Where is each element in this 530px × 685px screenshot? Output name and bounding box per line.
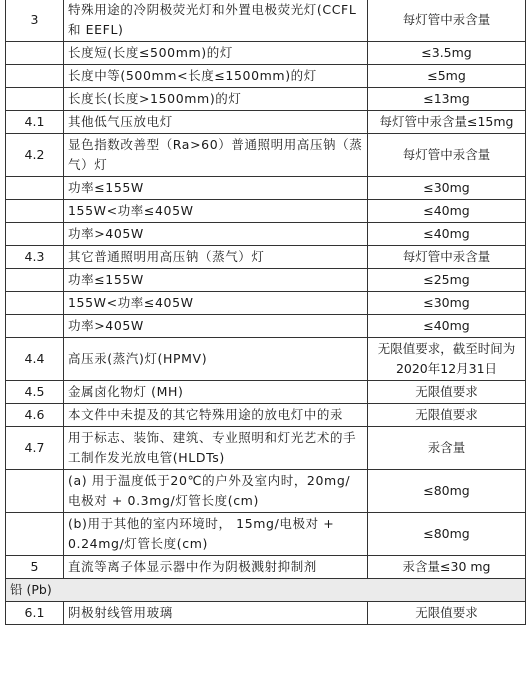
row-limit: 无限值要求 — [368, 602, 526, 625]
row-description: 本文件中未提及的其它特殊用途的放电灯中的汞 — [64, 404, 368, 427]
row-limit: ≤13mg — [368, 88, 526, 111]
table-row — [6, 65, 526, 88]
row-limit: ≤40mg — [368, 315, 526, 338]
row-number: 4.2 — [6, 134, 64, 177]
section-header-lead — [6, 579, 526, 602]
row-description: 其他低气压放电灯 — [64, 111, 368, 134]
row-description: 显色指数改善型（Ra>60）普通照明用高压钠（蒸气）灯 — [64, 134, 368, 177]
row-limit: ≤80mg — [368, 513, 526, 556]
row-number: 6.1 — [6, 602, 64, 625]
table-row — [6, 556, 526, 579]
row-description: 功率≤155W — [64, 177, 368, 200]
row-limit: 每灯管中汞含量 — [368, 0, 526, 42]
table-row — [6, 223, 526, 246]
row-number — [6, 200, 64, 223]
row-description: 长度长(长度>1500mm)的灯 — [64, 88, 368, 111]
row-number — [6, 292, 64, 315]
row-limit: 每灯管中汞含量 — [368, 134, 526, 177]
table-row — [6, 315, 526, 338]
row-description: 155W<功率≤405W — [64, 200, 368, 223]
table-row — [6, 177, 526, 200]
row-number — [6, 269, 64, 292]
row-description: 金属卤化物灯 (MH) — [64, 381, 368, 404]
row-number: 4.6 — [6, 404, 64, 427]
table-row — [6, 513, 526, 556]
row-limit: 无限值要求，截至时间为2020年12月31日 — [368, 338, 526, 381]
row-description: 功率>405W — [64, 315, 368, 338]
row-description: 长度短(长度≤500mm)的灯 — [64, 42, 368, 65]
row-limit: 每灯管中汞含量 — [368, 246, 526, 269]
row-number — [6, 315, 64, 338]
row-description: 功率>405W — [64, 223, 368, 246]
row-limit: 汞含量 — [368, 427, 526, 470]
table-row — [6, 470, 526, 513]
row-description: (a) 用于温度低于20℃的户外及室内时，20mg/电极对 + 0.3mg/灯管长度(cm) — [64, 470, 368, 513]
table-row — [6, 42, 526, 65]
exemption-table — [5, 0, 526, 625]
row-limit: ≤40mg — [368, 223, 526, 246]
table-row — [6, 404, 526, 427]
row-description: (b)用于其他的室内环境时， 15mg/电极对 + 0.24mg/灯管长度(cm) — [64, 513, 368, 556]
row-description: 特殊用途的冷阴极荧光灯和外置电极荧光灯(CCFL 和 EEFL) — [64, 0, 368, 42]
row-number — [6, 177, 64, 200]
row-description: 155W<功率≤405W — [64, 292, 368, 315]
row-number — [6, 42, 64, 65]
row-limit: ≤30mg — [368, 177, 526, 200]
table-row — [6, 381, 526, 404]
row-limit: 无限值要求 — [368, 404, 526, 427]
row-number — [6, 513, 64, 556]
row-number — [6, 88, 64, 111]
row-number: 4.5 — [6, 381, 64, 404]
table-row — [6, 0, 526, 42]
row-limit: 每灯管中汞含量≤15mg — [368, 111, 526, 134]
table-row — [6, 338, 526, 381]
row-description: 长度中等(500mm<长度≤1500mm)的灯 — [64, 65, 368, 88]
row-limit: ≤40mg — [368, 200, 526, 223]
row-number — [6, 223, 64, 246]
row-description: 用于标志、装饰、建筑、专业照明和灯光艺术的手工制作发光放电管(HLDTs) — [64, 427, 368, 470]
row-description: 其它普通照明用高压钠（蒸气）灯 — [64, 246, 368, 269]
row-number: 4.7 — [6, 427, 64, 470]
section-label: 铅 (Pb) — [6, 579, 526, 602]
row-limit: ≤30mg — [368, 292, 526, 315]
row-number: 4.1 — [6, 111, 64, 134]
row-description: 功率≤155W — [64, 269, 368, 292]
row-limit: ≤5mg — [368, 65, 526, 88]
row-limit: ≤25mg — [368, 269, 526, 292]
row-number: 5 — [6, 556, 64, 579]
table-row — [6, 88, 526, 111]
row-limit: 无限值要求 — [368, 381, 526, 404]
row-number — [6, 470, 64, 513]
row-number — [6, 65, 64, 88]
table-row — [6, 292, 526, 315]
row-limit: 汞含量≤30 mg — [368, 556, 526, 579]
table-row — [6, 111, 526, 134]
row-description: 高压汞(蒸汽)灯(HPMV) — [64, 338, 368, 381]
row-limit: ≤80mg — [368, 470, 526, 513]
table-row — [6, 246, 526, 269]
row-number: 4.3 — [6, 246, 64, 269]
table-row — [6, 134, 526, 177]
row-number: 4.4 — [6, 338, 64, 381]
table-row — [6, 200, 526, 223]
row-description: 直流等离子体显示器中作为阴极溅射抑制剂 — [64, 556, 368, 579]
row-limit: ≤3.5mg — [368, 42, 526, 65]
row-number: 3 — [6, 0, 64, 42]
table-row — [6, 602, 526, 625]
table-row — [6, 427, 526, 470]
row-description: 阴极射线管用玻璃 — [64, 602, 368, 625]
table-row — [6, 269, 526, 292]
